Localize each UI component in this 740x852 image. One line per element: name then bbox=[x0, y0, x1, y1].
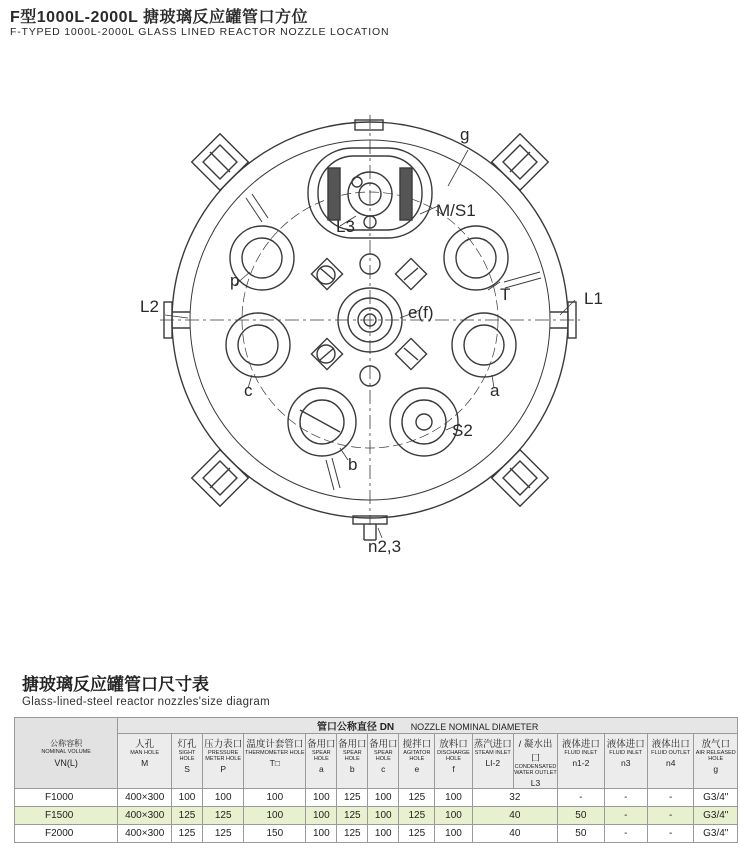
table-body bbox=[15, 789, 738, 843]
nozzle-t bbox=[444, 226, 508, 290]
column-header bbox=[337, 734, 368, 789]
table-cell: 100 bbox=[306, 807, 337, 825]
column-header-cn: 温度计套管口 bbox=[246, 739, 304, 750]
column-header-cn: 灯孔 bbox=[177, 739, 197, 750]
column-header bbox=[435, 734, 472, 789]
label-ms1: M/S1 bbox=[436, 201, 476, 220]
table-cell: 100 bbox=[368, 825, 399, 843]
table-cell: 125 bbox=[203, 807, 244, 825]
column-header-sym: b bbox=[349, 764, 355, 774]
column-header-cn: / 凝水出口 bbox=[518, 739, 553, 764]
page-subtitle: F-TYPED 1000L-2000L GLASS LINED REACTOR NOZZLE LOCATION bbox=[10, 26, 390, 38]
table-cell: - bbox=[647, 825, 693, 843]
table-subtitle: Glass-lined-steel reactor nozzles'size diagram bbox=[22, 696, 271, 708]
column-header-sym: L3 bbox=[530, 778, 541, 788]
label-g: g bbox=[460, 125, 470, 144]
table-cell: 125 bbox=[337, 807, 368, 825]
tube-l3 bbox=[246, 194, 268, 222]
label-s2: S2 bbox=[452, 421, 473, 440]
nozzle-b bbox=[288, 388, 356, 456]
table-cell: 100 bbox=[244, 807, 306, 825]
nozzle-size-table bbox=[14, 717, 738, 843]
table-cell: 125 bbox=[172, 825, 203, 843]
table-row bbox=[15, 807, 738, 825]
column-header bbox=[118, 734, 172, 789]
vn-header-cell bbox=[15, 718, 118, 789]
table-cell: 125 bbox=[399, 825, 435, 843]
column-header-sym: n4 bbox=[665, 758, 676, 768]
column-header-cn: 蒸汽进口 bbox=[473, 739, 512, 750]
column-header-sym: n1-2 bbox=[572, 758, 590, 768]
table-cell: 125 bbox=[399, 807, 435, 825]
table-cell: 400×300 bbox=[118, 789, 172, 807]
bolt-circle-right bbox=[317, 266, 335, 284]
nozzle-c bbox=[226, 313, 290, 377]
bolt-square-tr bbox=[395, 258, 426, 289]
column-header-sym: n3 bbox=[621, 758, 631, 768]
label-ef: e(f) bbox=[408, 303, 434, 322]
column-header-en: AGITATOR HOLE bbox=[403, 750, 431, 762]
table-cell: - bbox=[647, 789, 693, 807]
table-title: 搪玻璃反应罐管口尺寸表 bbox=[22, 675, 209, 694]
column-header-en: SPEAR HOLE bbox=[311, 750, 331, 762]
column-header-en: DISCHARGE HOLE bbox=[437, 750, 470, 762]
table-cell: 125 bbox=[172, 807, 203, 825]
column-header-cn: 人孔 bbox=[135, 739, 155, 750]
label-l3: L3 bbox=[336, 217, 355, 236]
column-header bbox=[694, 734, 738, 789]
column-header-cn: 备用口 bbox=[338, 739, 367, 750]
column-header-cn: 放气口 bbox=[701, 739, 730, 750]
column-header-sym: a bbox=[318, 764, 324, 774]
table-cell: 100 bbox=[203, 789, 244, 807]
table-cell: 40 bbox=[472, 825, 557, 843]
column-header-cn: 放料口 bbox=[439, 739, 468, 750]
label-a: a bbox=[490, 381, 500, 400]
column-header-sym: LI-2 bbox=[485, 758, 501, 768]
column-header bbox=[647, 734, 693, 789]
column-header-en: AIR RELEASED HOLE bbox=[695, 750, 736, 762]
table-cell: 100 bbox=[368, 789, 399, 807]
column-header-sym: c bbox=[381, 764, 386, 774]
table-cell: - bbox=[604, 789, 647, 807]
table-cell: 100 bbox=[244, 789, 306, 807]
column-header-cn: 搅拌口 bbox=[402, 739, 432, 750]
nozzle-location-drawing bbox=[0, 40, 740, 570]
column-header-sym: T□ bbox=[269, 758, 280, 768]
table-cell: 150 bbox=[244, 825, 306, 843]
table-cell: - bbox=[558, 789, 604, 807]
column-header bbox=[399, 734, 435, 789]
column-header bbox=[172, 734, 203, 789]
table-cell: 50 bbox=[558, 807, 604, 825]
column-header-en: MAN HOLE bbox=[130, 750, 160, 756]
table-cell: 100 bbox=[435, 789, 472, 807]
column-header-en: SPEAR HOLE bbox=[342, 750, 362, 762]
column-header bbox=[604, 734, 647, 789]
column-header-sym: f bbox=[452, 764, 455, 774]
table-cell: F2000 bbox=[15, 825, 118, 843]
column-header-cn: 备用口 bbox=[307, 739, 336, 750]
lug-top-left bbox=[192, 134, 249, 191]
column-header-cn: 液体出口 bbox=[651, 739, 690, 750]
dn-header-cn: 管口公称直径 DN bbox=[316, 722, 395, 733]
lug-bottom-right bbox=[492, 450, 549, 507]
label-n23: n2,3 bbox=[368, 537, 402, 556]
table-cell: - bbox=[647, 807, 693, 825]
column-header-sym: e bbox=[414, 764, 420, 774]
dn-header-en: NOZZLE NOMINAL DIAMETER bbox=[410, 722, 539, 732]
label-p: p bbox=[230, 271, 240, 290]
column-header bbox=[558, 734, 604, 789]
column-header-sym: M bbox=[141, 758, 149, 768]
nozzle-p bbox=[230, 226, 294, 290]
column-header-en: FLUID OUTLET bbox=[651, 750, 691, 756]
lug-bottom-left bbox=[192, 450, 249, 507]
table-cell: 100 bbox=[306, 789, 337, 807]
column-header bbox=[306, 734, 337, 789]
table-cell: G3/4" bbox=[694, 825, 738, 843]
column-header-en: THERMOMETER HOLE bbox=[245, 750, 305, 756]
table-cell: 100 bbox=[172, 789, 203, 807]
table-cell: 100 bbox=[368, 807, 399, 825]
column-header bbox=[513, 734, 557, 789]
column-header bbox=[244, 734, 306, 789]
column-header-en: SIGHT HOLE bbox=[178, 750, 196, 762]
table-cell: - bbox=[604, 807, 647, 825]
table-cell: 40 bbox=[472, 807, 557, 825]
table-cell: 400×300 bbox=[118, 807, 172, 825]
table-cell: 100 bbox=[306, 825, 337, 843]
table-row bbox=[15, 789, 738, 807]
column-header bbox=[368, 734, 399, 789]
column-header bbox=[472, 734, 513, 789]
column-header-en: FLUID INLET bbox=[609, 750, 643, 756]
label-t: T bbox=[500, 285, 511, 304]
page-title: F型1000L-2000L 搪玻璃反应罐管口方位 bbox=[10, 9, 308, 26]
column-header-sym: S bbox=[184, 764, 190, 774]
label-l1: L1 bbox=[584, 289, 603, 308]
bolt-square-tl bbox=[311, 258, 342, 289]
table-cell: F1000 bbox=[15, 789, 118, 807]
table-cell: 125 bbox=[337, 825, 368, 843]
table-cell: G3/4" bbox=[694, 789, 738, 807]
lug-top-right bbox=[492, 134, 549, 191]
table-cell: - bbox=[604, 825, 647, 843]
column-header-sym: P bbox=[220, 764, 226, 774]
vn-header-en: NOMINAL VOLUME bbox=[41, 749, 91, 755]
dn-header-cell bbox=[118, 718, 738, 734]
table-cell: G3/4" bbox=[694, 807, 738, 825]
column-header-en: FLUID INLET bbox=[564, 750, 598, 756]
table-cell: F1500 bbox=[15, 807, 118, 825]
table-row bbox=[15, 825, 738, 843]
table-cell: 125 bbox=[399, 789, 435, 807]
column-header-en: SPEAR HOLE bbox=[373, 750, 393, 762]
vn-header-cn: 公称容积 bbox=[50, 739, 83, 748]
table-cell: 125 bbox=[203, 825, 244, 843]
column-header-row bbox=[15, 734, 738, 789]
column-header-cn: 液体进口 bbox=[561, 739, 600, 750]
column-header-cn: 液体进口 bbox=[606, 739, 645, 750]
column-header-sym: g bbox=[713, 764, 719, 774]
vn-header-sym: VN(L) bbox=[54, 758, 78, 768]
table-cell: 100 bbox=[435, 807, 472, 825]
bolt-square-br bbox=[395, 338, 426, 369]
table-cell: 100 bbox=[435, 825, 472, 843]
label-l2: L2 bbox=[140, 297, 159, 316]
column-header-en: CONDENSATED WATER OUTLET bbox=[514, 764, 557, 776]
column-header-en: STEAM INLET bbox=[474, 750, 511, 756]
table-cell: 50 bbox=[558, 825, 604, 843]
label-c: c bbox=[244, 381, 253, 400]
label-b: b bbox=[348, 455, 358, 474]
table-cell: 400×300 bbox=[118, 825, 172, 843]
column-header-cn: 压力表口 bbox=[204, 739, 243, 750]
column-header-cn: 备用口 bbox=[369, 739, 398, 750]
table-cell: 125 bbox=[337, 789, 368, 807]
bolt-square-bl bbox=[311, 338, 342, 369]
tube-b bbox=[326, 458, 340, 490]
nozzle-a bbox=[452, 313, 516, 377]
column-header bbox=[203, 734, 244, 789]
column-header-en: PRESSURE METER HOLE bbox=[205, 750, 242, 762]
table-cell: 32 bbox=[472, 789, 557, 807]
